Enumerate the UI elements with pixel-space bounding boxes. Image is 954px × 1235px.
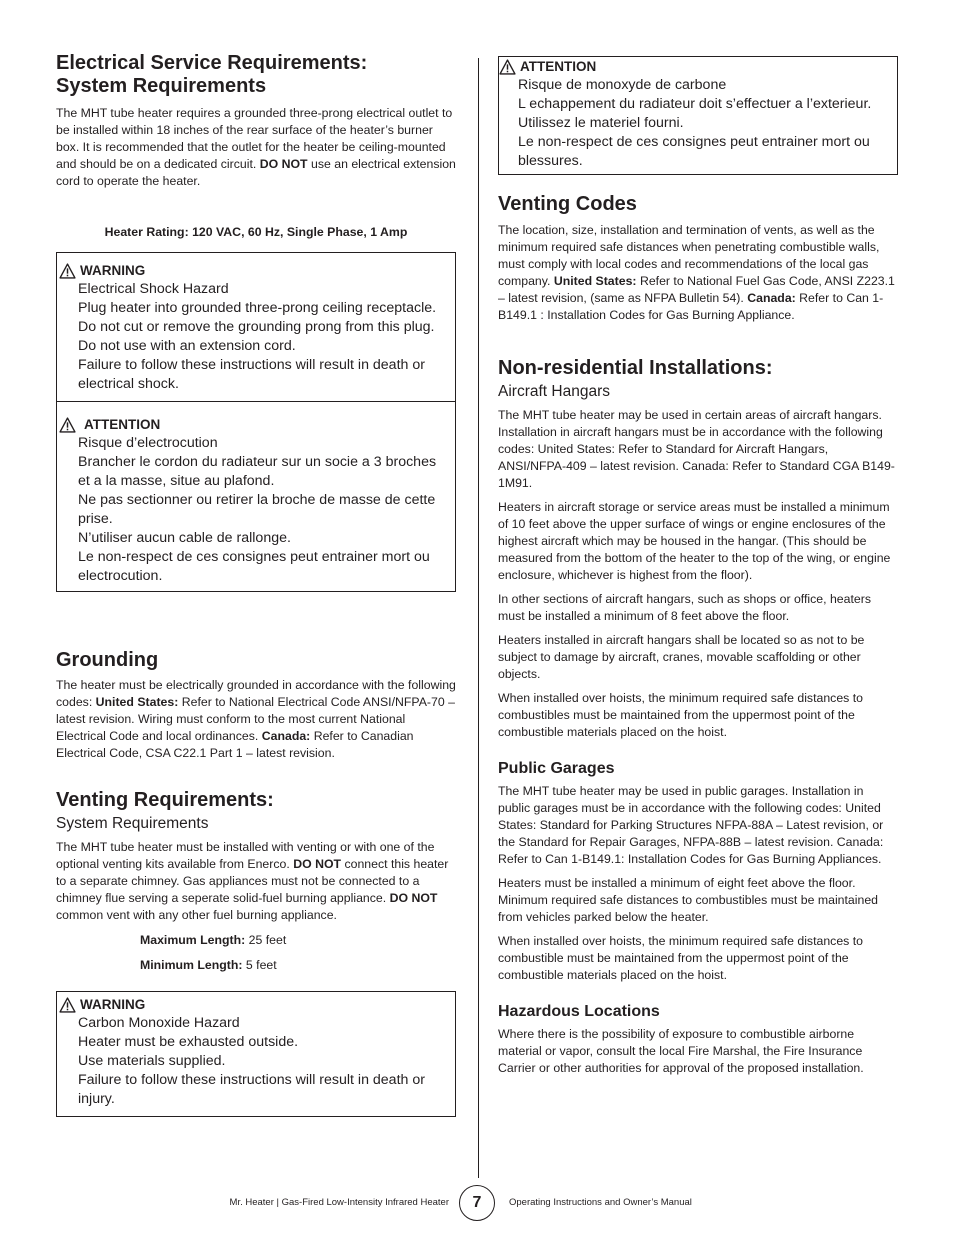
attention-line: Ne pas sectionner ou retirer la broche de masse de cette prise. — [78, 492, 436, 527]
carbon-monoxide-warning-box — [56, 991, 456, 1117]
venting-requirements-subtitle: System Requirements — [56, 815, 209, 832]
warning-heading: WARNING — [59, 996, 451, 1014]
warning-heading: WARNING — [59, 262, 451, 280]
attention-line: Utilissez le materiel fourni. — [518, 115, 684, 131]
attention-section — [57, 401, 455, 591]
attention-line: N’utiliser aucun cable de rallonge. — [78, 530, 291, 546]
electrical-warning-box — [56, 252, 456, 592]
warning-triangle-icon — [59, 263, 76, 279]
paragraph: Heaters must be installed a minimum of eight feet above the floor. Minimum required safe distances to combustibles must be maintained from vehicles parked below the heater. — [498, 876, 879, 924]
paragraph: The MHT tube heater may be used in certain areas of aircraft hangars. Installation in aircraft hangars must be in accordance with the following codes: United States: Refer to Standard for Aircraft Hangars, ANSI/NFPA-409 – latest revision. Canada: Refer to Standard CGA B149-1M91. — [498, 408, 895, 490]
attention-line: Brancher le cordon du radiateur sur un socie a 3 broches et a la masse, situe au plafond. — [78, 454, 437, 489]
right-column — [498, 56, 898, 1077]
public-garages-title: Public Garages — [498, 760, 615, 777]
footer-left-text: Mr. Heater | Gas-Fired Low-Intensity Infrared Heater — [229, 1197, 449, 1208]
heater-rating: Heater Rating: 120 VAC, 60 Hz, Single Phase, 1 Amp — [104, 225, 408, 239]
electrical-title-1: Electrical Service Requirements: — [56, 52, 368, 74]
paragraph: In other sections of aircraft hangars, such as shops or office, heaters must be installed a minimum of 8 feet above the floor. — [498, 592, 871, 623]
paragraph: The MHT tube heater may be used in public garages. Installation in public garages must be in accordance with the following codes: United States: Standard for Parking Structures NFPA-88A – Latest revision, or the Standard for Repair Garages, NFPA-88B – latest revision. Canada: Refer to Can 1-B149.1: Installation Codes for Gas Burning Appliances. — [498, 784, 884, 866]
page-footer — [0, 1185, 954, 1221]
footer-right-text: Operating Instructions and Owner’s Manual — [509, 1197, 692, 1208]
venting-requirements-title: Venting Requirements: — [56, 789, 274, 811]
warning-line: Heater must be exhausted outside. — [78, 1034, 299, 1050]
warning-line: Failure to follow these instructions will result in death or injury. — [78, 1072, 425, 1107]
left-column — [56, 52, 456, 1117]
warning-line: Use materials supplied. — [78, 1053, 226, 1069]
warning-triangle-icon — [59, 997, 76, 1013]
attention-line: Risque d’electrocution — [78, 435, 218, 451]
warning-line: Plug heater into grounded three-prong ceiling receptacle. — [78, 300, 437, 316]
electrical-title-2: System Requirements — [56, 75, 267, 97]
paragraph: When installed over hoists, the minimum required safe distances to combustibles must be maintained from the uppermost point of the combustible materials placed on the hoist. — [498, 691, 863, 739]
paragraph: Heaters installed in aircraft hangars shall be located so as not to be subject to damage by aircraft, cranes, movable scaffolding or other objects. — [498, 633, 865, 681]
attention-line: L echappement du radiateur doit s’effectuer a l’exterieur. — [518, 96, 872, 112]
attention-line: Le non-respect de ces consignes peut entrainer mort ou electrocution. — [78, 549, 430, 584]
electrical-body: The MHT tube heater requires a grounded three-prong electrical outlet to be installed within 18 inches of the rear surface of the heater’s burner box. It is recommended that the outlet for the heater be ceiling-mounted and should be on a dedicated circuit. DO NOT use an electrical extension cord to operate the heater. — [56, 106, 456, 188]
grounding-title: Grounding — [56, 649, 159, 671]
venting-requirements-body: The MHT tube heater must be installed with venting or with one of the optional venting kits available from Enerco. DO NOT connect this heater to a separate chimney. Gas appliances must not be connected to a chimney flue serving a seperate solid-fuel burning appliance. DO NOT common vent with any other fuel burning appliance. — [56, 840, 449, 922]
carbon-monoxide-attention-box — [498, 56, 898, 175]
paragraph: Heaters in aircraft storage or service areas must be installed a minimum of 10 feet above the upper surface of wings or engine enclosures of the highest aircraft which may be housed in the hangar. (This should be measured from the bottom of the heater to the top of the wing, or engine enclosure, whichever is highest from the floor). — [498, 500, 891, 582]
column-divider — [478, 58, 479, 1178]
venting-codes-title: Venting Codes — [498, 193, 637, 215]
min-length: Minimum Length: 5 feet — [140, 958, 277, 972]
warning-line: Failure to follow these instructions will result in death or electrical shock. — [78, 357, 425, 392]
warning-section — [57, 253, 455, 401]
grounding-body: The heater must be electrically grounded in accordance with the following codes: United States: Refer to National Electrical Code ANSI/NFPA-70 – latest revision. Wiring must conform to the most current National Electrical Code and local ordinances. Canada: Refer to Canadian Electrical Code, CSA C22.1 Part 1 – latest revision. — [56, 678, 456, 760]
warning-line: Do not use with an extension cord. — [78, 338, 296, 354]
paragraph: Where there is the possibility of exposure to combustible airborne material or vapor, consult the local Fire Marshal, the Fire Insurance Carrier or other authorities for approval of the proposed installation. — [498, 1027, 864, 1075]
attention-line: Risque de monoxyde de carbone — [518, 77, 727, 93]
page-number: 7 — [459, 1185, 495, 1221]
hazardous-locations-title: Hazardous Locations — [498, 1003, 660, 1020]
warning-line: Electrical Shock Hazard — [78, 281, 229, 297]
paragraph: When installed over hoists, the minimum required safe distances to combustible must be maintained from the uppermost point of the combustible materials placed on the hoist. — [498, 934, 863, 982]
attention-heading: ATTENTION — [59, 416, 451, 434]
attention-heading: ATTENTION — [499, 58, 893, 76]
warning-line: Carbon Monoxide Hazard — [78, 1015, 240, 1031]
warning-line: Do not cut or remove the grounding prong from this plug. — [78, 319, 435, 335]
warning-triangle-icon — [59, 417, 76, 433]
attention-line: Le non-respect de ces consignes peut entrainer mort ou blessures. — [518, 134, 870, 169]
non-residential-title: Non-residential Installations: — [498, 357, 773, 379]
max-length: Maximum Length: 25 feet — [140, 933, 287, 947]
aircraft-hangars-subtitle: Aircraft Hangars — [498, 383, 610, 400]
warning-triangle-icon — [499, 59, 516, 75]
venting-codes-body: The location, size, installation and termination of vents, as well as the minimum required safe distances when penetrating combustible walls, must comply with local codes and recommendations of the local gas company. United States: Refer to National Fuel Gas Code, ANSI Z223.1 – latest revision, (same as NFPA Bulletin 54). Canada: Refer to Can 1-B149.1 : Installation Codes for Gas Burning Appliance. — [498, 223, 895, 322]
